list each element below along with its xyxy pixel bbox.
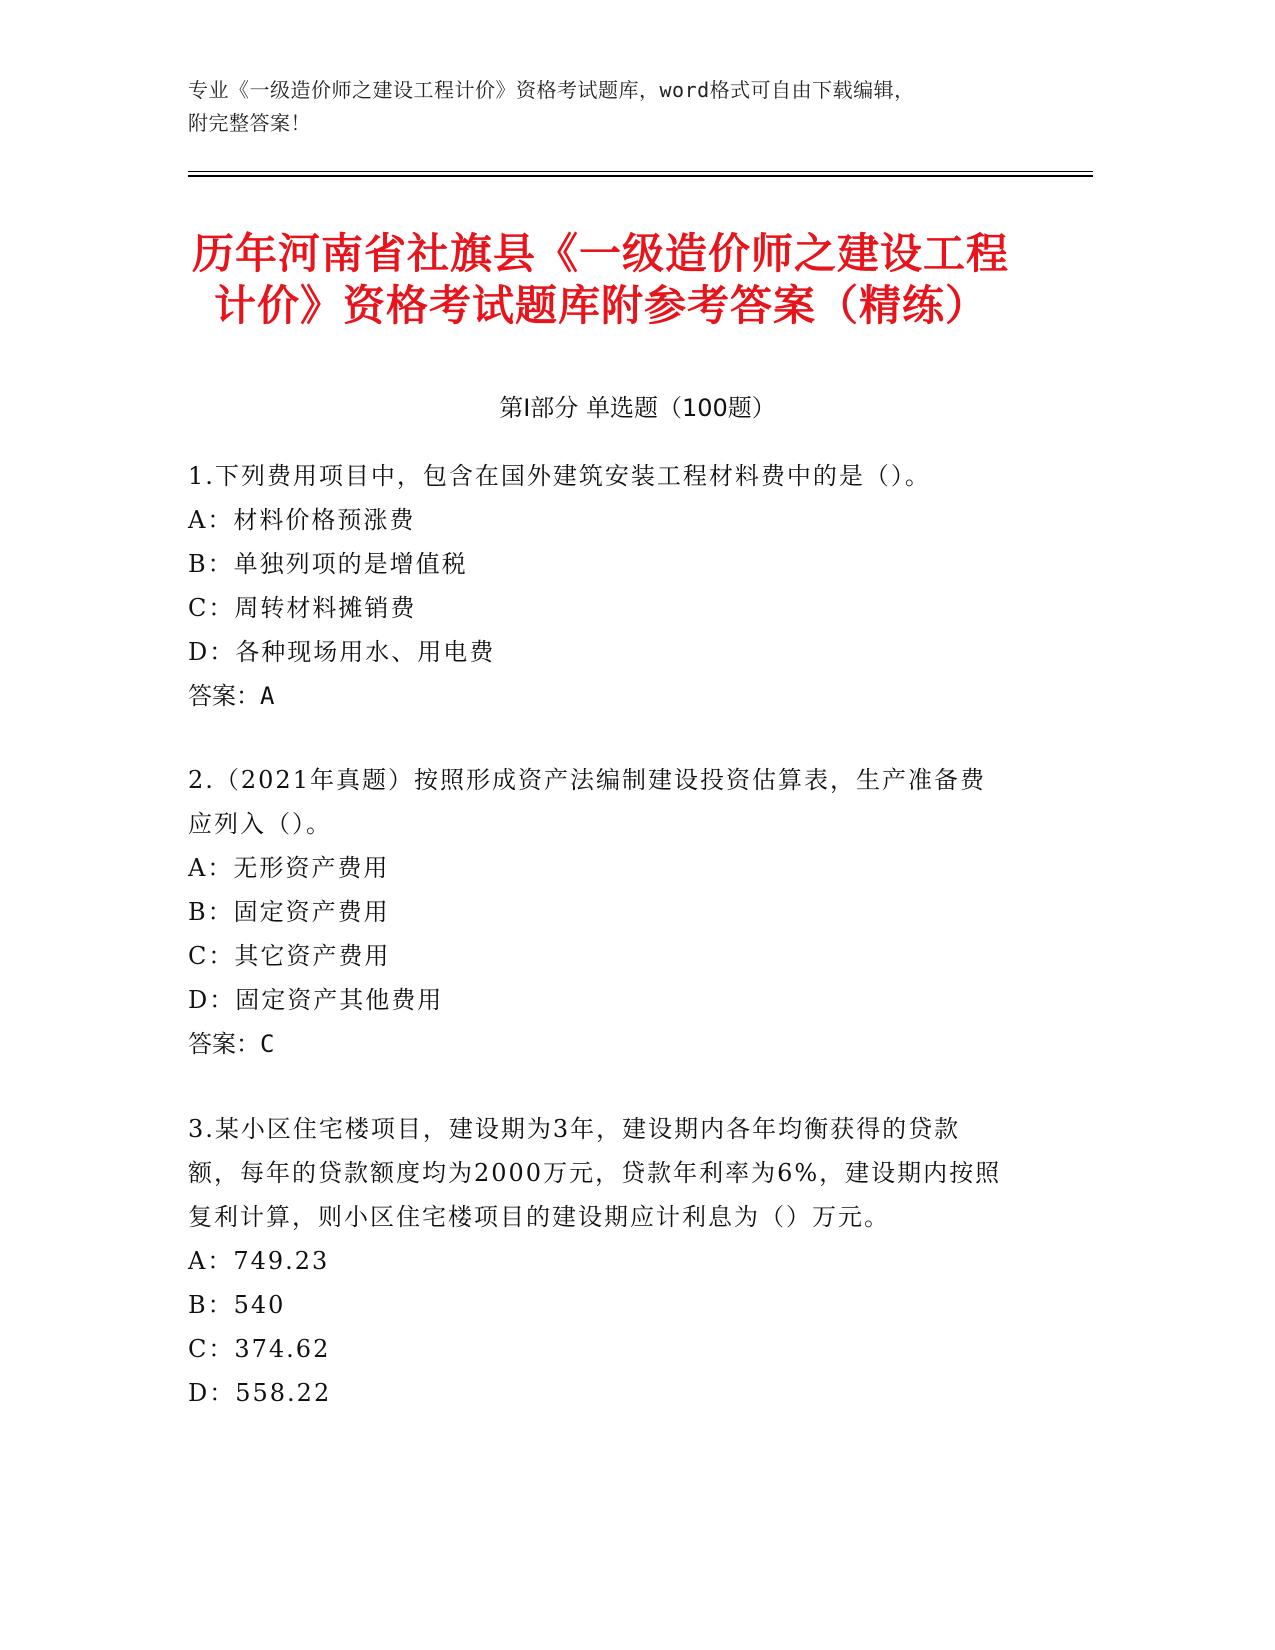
document-title xyxy=(192,228,1092,332)
header-rule-thin xyxy=(188,171,1093,172)
answer-label: 答案： xyxy=(188,1030,260,1058)
section-title: 第Ⅰ部分 单选题（100题） xyxy=(499,394,776,422)
question-3 xyxy=(188,1107,1068,1415)
question-stem: 1.下列费用项目中，包含在国外建筑安装工程材料费中的是（）。 xyxy=(188,462,931,490)
option-c: C：周转材料摊销费 xyxy=(188,594,417,622)
question-stem-line-1: 3.某小区住宅楼项目，建设期为3年，建设期内各年均衡获得的贷款 xyxy=(188,1115,961,1143)
header-note xyxy=(188,74,1068,140)
option-d: D：558.22 xyxy=(188,1379,332,1407)
option-a: A：材料价格预涨费 xyxy=(188,506,416,534)
header-rule-thick xyxy=(188,175,1093,177)
option-a: A：无形资产费用 xyxy=(188,854,390,882)
answer-value: A xyxy=(260,682,275,710)
question-stem-line-3: 复利计算，则小区住宅楼项目的建设期应计利息为（）万元。 xyxy=(188,1203,890,1231)
option-d: D：固定资产其他费用 xyxy=(188,986,444,1014)
option-d: D：各种现场用水、用电费 xyxy=(188,638,496,666)
question-2 xyxy=(188,758,1068,1066)
document-title-line-2: 计价》资格考试题库附参考答案（精练） xyxy=(214,281,989,330)
option-c: C：其它资产费用 xyxy=(188,942,391,970)
answer-label: 答案： xyxy=(188,682,260,710)
answer-line xyxy=(188,1022,1068,1066)
question-stem-line-2: 应列入（）。 xyxy=(188,810,332,838)
option-b: B：单独列项的是增值税 xyxy=(188,550,468,578)
answer-line xyxy=(188,674,1068,718)
question-1 xyxy=(188,454,1068,718)
header-note-line-2: 附完整答案！ xyxy=(188,111,311,135)
question-stem-line-1: 2.（2021年真题）按照形成资产法编制建设投资估算表，生产准备费 xyxy=(188,766,986,794)
answer-value: C xyxy=(260,1030,275,1058)
option-a: A：749.23 xyxy=(188,1247,330,1275)
question-stem-line-2: 额，每年的贷款额度均为2000万元，贷款年利率为6%，建设期内按照 xyxy=(188,1159,1002,1187)
option-b: B：固定资产费用 xyxy=(188,898,390,926)
document-title-line-1: 历年河南省社旗县《一级造价师之建设工程 xyxy=(192,229,1010,278)
option-b: B：540 xyxy=(188,1291,286,1319)
option-c: C：374.62 xyxy=(188,1335,331,1363)
header-note-line-1: 专业《一级造价师之建设工程计价》资格考试题库，word格式可自由下载编辑， xyxy=(188,78,915,102)
